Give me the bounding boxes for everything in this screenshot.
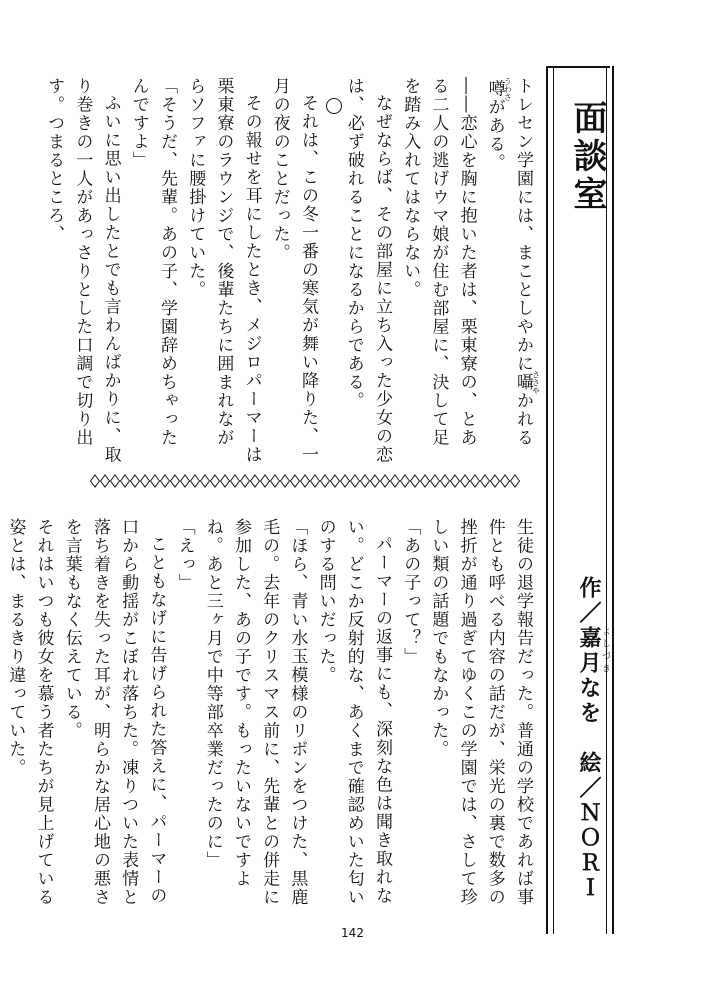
- story-title: 面談室: [567, 100, 607, 214]
- scene-paragraph-1: それは、この冬一番の寒気が舞い降りた、一月の夜のことだった。: [269, 77, 318, 464]
- body-paragraph-2: パーマーの返事にも、深刻な色は聞き取れない。どこか反射的な、あくまで確認めいた匂いのする問いだった。: [315, 518, 392, 907]
- author-name-rest: なを: [576, 676, 602, 726]
- continuation-text-block: [5, 518, 537, 914]
- author-credit: [570, 576, 610, 901]
- author-name-kanji: 嘉月よしづき: [576, 626, 610, 676]
- intro-paragraph-1: トレセン学園には、まことしやかに囁ささやかれる噂うわさがある。: [484, 77, 541, 447]
- intro-paragraph-2: ――恋心を胸に抱いた者は、栗東寮の、とある二人の逃げウマ娘が住む部屋に、決して足を踏み入れてはならない。: [400, 77, 477, 447]
- author-name-ruby: よしづき: [600, 626, 610, 676]
- author-prefix: 作／: [576, 576, 602, 626]
- section-divider: [90, 474, 520, 488]
- intro-paragraph-3: なぜならば、その部屋に立ち入った少女の恋は、必ず破れることになるからである。: [343, 77, 392, 464]
- dialogue-4: [0, 518, 1, 914]
- dialogue-3: 「えっ」: [174, 518, 195, 592]
- scene-text-block: [44, 77, 322, 465]
- page-number: 142: [341, 926, 364, 940]
- scene-paragraph-2: その報せを耳にしたとき、メジロパーマーは栗東寮のラウンジで、後輩たちに囲まれながらソファに腰掛けていた。: [185, 77, 262, 464]
- intro-text-block: [343, 77, 541, 465]
- body-paragraph-1: 生徒の退学報告だった。普通の学校であれば事件とも呼べる内容の話だが、栄光の裏で数多の挫折が通り過ぎてゆくこの学園では、さして珍しい類の話題でもなかった。: [428, 518, 533, 907]
- dialogue-2: 「ほら、青い水玉模様のリボンをつけた、黒鹿毛の。去年のクリスマス前に、先輩との併走に参加した、あの子です。もったいないですよね。あと三ヶ月で中等部卒業だったのに」: [202, 518, 308, 907]
- illustrator-prefix: 絵／: [576, 751, 602, 801]
- scene-paragraph-3: ふいに思い出したとでも言わんばかりに、取り巻きの一人があっさりとした口調で切り出す。つまるところ、: [44, 77, 121, 464]
- body-paragraph-3: こともなげに告げられた答えに、パーマーの口から動揺がこぼれ落ちた。凍りついた表情と落ち着きを失った耳が、明らかな居心地の悪さを言葉もなく伝えている。: [61, 518, 167, 907]
- body-paragraph-4: それはいつも彼女を慕う者たちが見上げている姿とは、まるきり違っていた。: [5, 518, 54, 907]
- scene-break-circle-icon: [326, 98, 342, 114]
- dialogue-1: 「あの子って？」: [400, 518, 421, 666]
- illustrator-name: ＮＯＲＩ: [576, 801, 602, 901]
- scene-dialogue-1: 「そうだ、先輩。あの子、学園辞めちゃったんですよ」: [128, 77, 177, 447]
